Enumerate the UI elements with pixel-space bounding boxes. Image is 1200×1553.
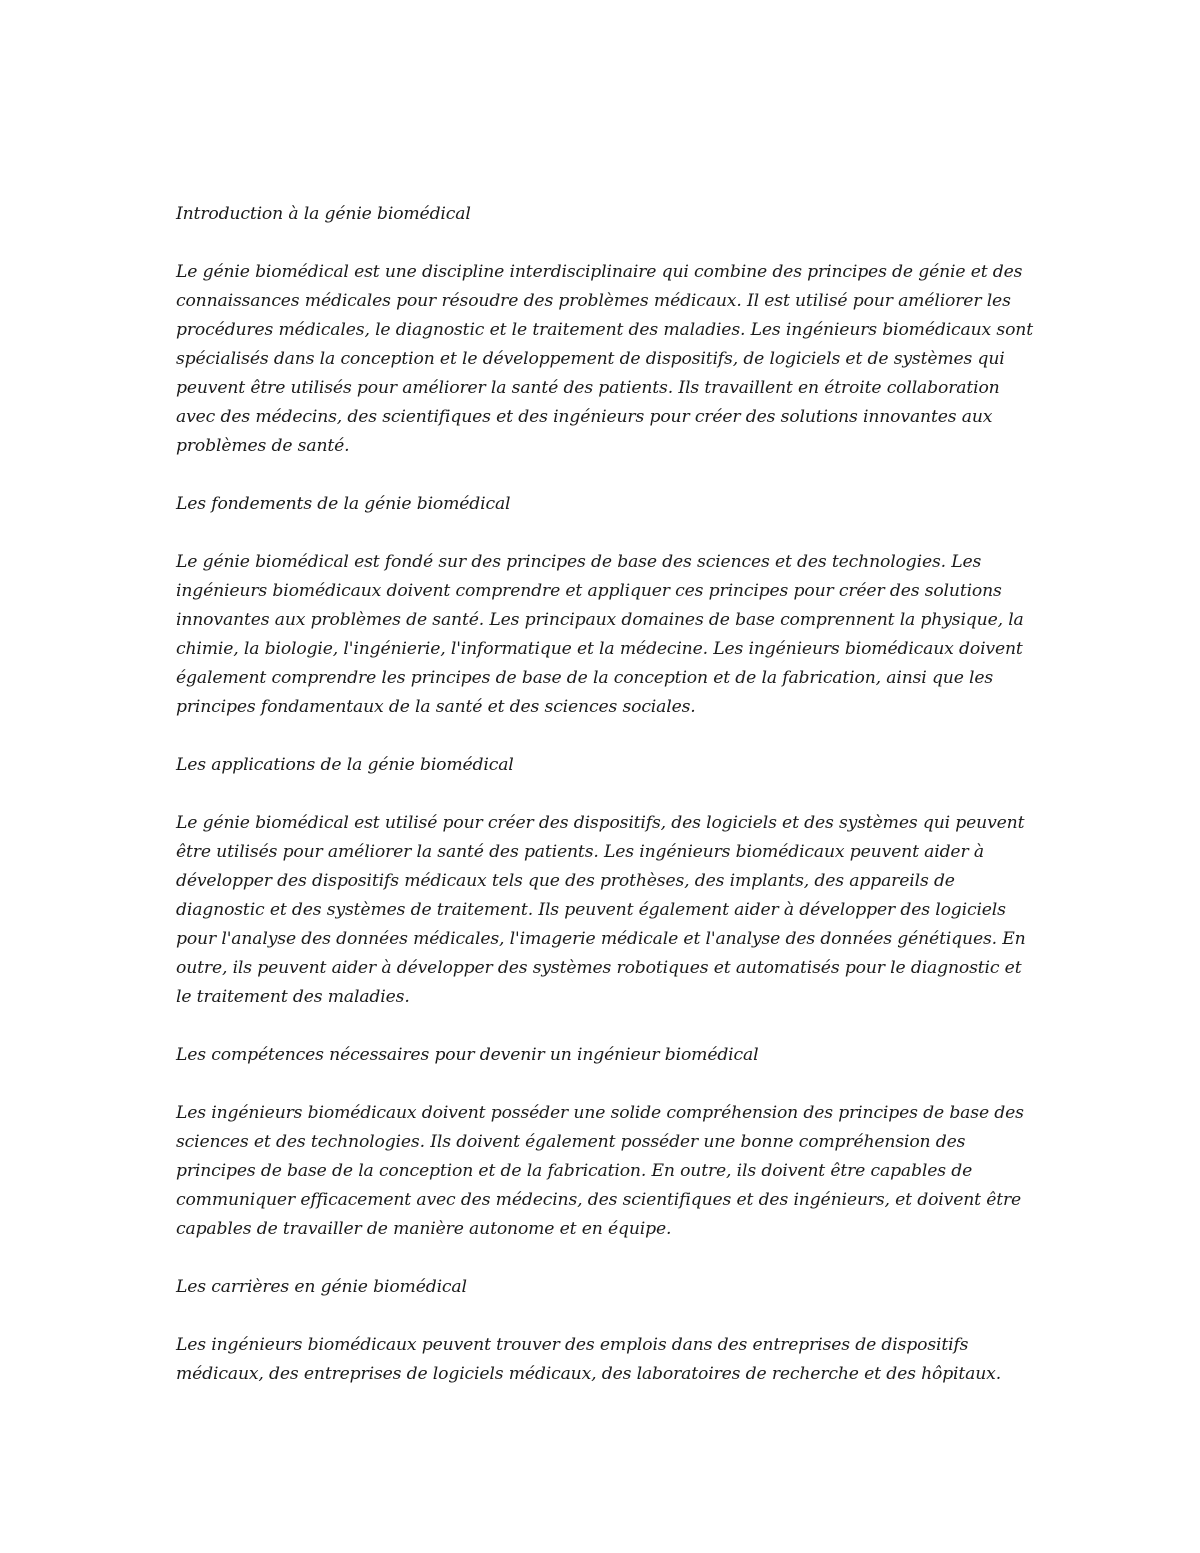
section-paragraph-applications: Le génie biomédical est utilisé pour créer des dispositifs, des logiciels et des systèmes qui peuvent être utilisés pour améliorer la santé des patients. Les ingénieurs biomédicaux peuvent aider à développer des dispositifs médicaux tels que des prothèses, des implants, des appareils de diagnostic et des systèmes de traitement. Ils peuvent également aider à développer des logiciels pour l'analyse des données médicales, l'imagerie médicale et l'analyse des données génétiques. En outre, ils peuvent aider à développer des systèmes robotiques et automatisés pour le diagnostic et le traitement des maladies. [176,813,1026,1007]
document-body [176,200,1036,1418]
section-heading-introduction: Introduction à la génie biomédical [176,204,471,224]
section-paragraph-competences: Les ingénieurs biomédicaux doivent posséder une solide compréhension des principes de base des sciences et des technologies. Ils doivent également posséder une bonne compréhension des principes de base de la conception et de la fabrication. En outre, ils doivent être capables de communiquer efficacement avec des médecins, des scientifiques et des ingénieurs, et doivent être capables de travailler de manière autonome et en équipe. [176,1103,1024,1239]
section-paragraph-introduction: Le génie biomédical est une discipline interdisciplinaire qui combine des principes de génie et des connaissances médicales pour résoudre des problèmes médicaux. Il est utilisé pour améliorer les procédures médicales, le diagnostic et le traitement des maladies. Les ingénieurs biomédicaux sont spécialisés dans la conception et le développement de dispositifs, de logiciels et de systèmes qui peuvent être utilisés pour améliorer la santé des patients. Ils travaillent en étroite collaboration avec des médecins, des scientifiques et des ingénieurs pour créer des solutions innovantes aux problèmes de santé. [176,262,1033,456]
section-paragraph-carrieres: Les ingénieurs biomédicaux peuvent trouver des emplois dans des entreprises de dispositifs médicaux, des entreprises de logiciels médicaux, des laboratoires de recherche et des hôpitaux. [176,1335,1002,1384]
section-paragraph-fondements: Le génie biomédical est fondé sur des principes de base des sciences et des technologies. Les ingénieurs biomédicaux doivent comprendre et appliquer ces principes pour créer des solutions innovantes aux problèmes de santé. Les principaux domaines de base comprennent la physique, la chimie, la biologie, l'ingénierie, l'informatique et la médecine. Les ingénieurs biomédicaux doivent également comprendre les principes de base de la conception et de la fabrication, ainsi que les principes fondamentaux de la santé et des sciences sociales. [176,552,1024,717]
section-heading-fondements: Les fondements de la génie biomédical [176,494,511,514]
section-heading-competences: Les compétences nécessaires pour devenir un ingénieur biomédical [176,1045,759,1065]
section-heading-carrieres: Les carrières en génie biomédical [176,1277,467,1297]
section-heading-applications: Les applications de la génie biomédical [176,755,514,775]
